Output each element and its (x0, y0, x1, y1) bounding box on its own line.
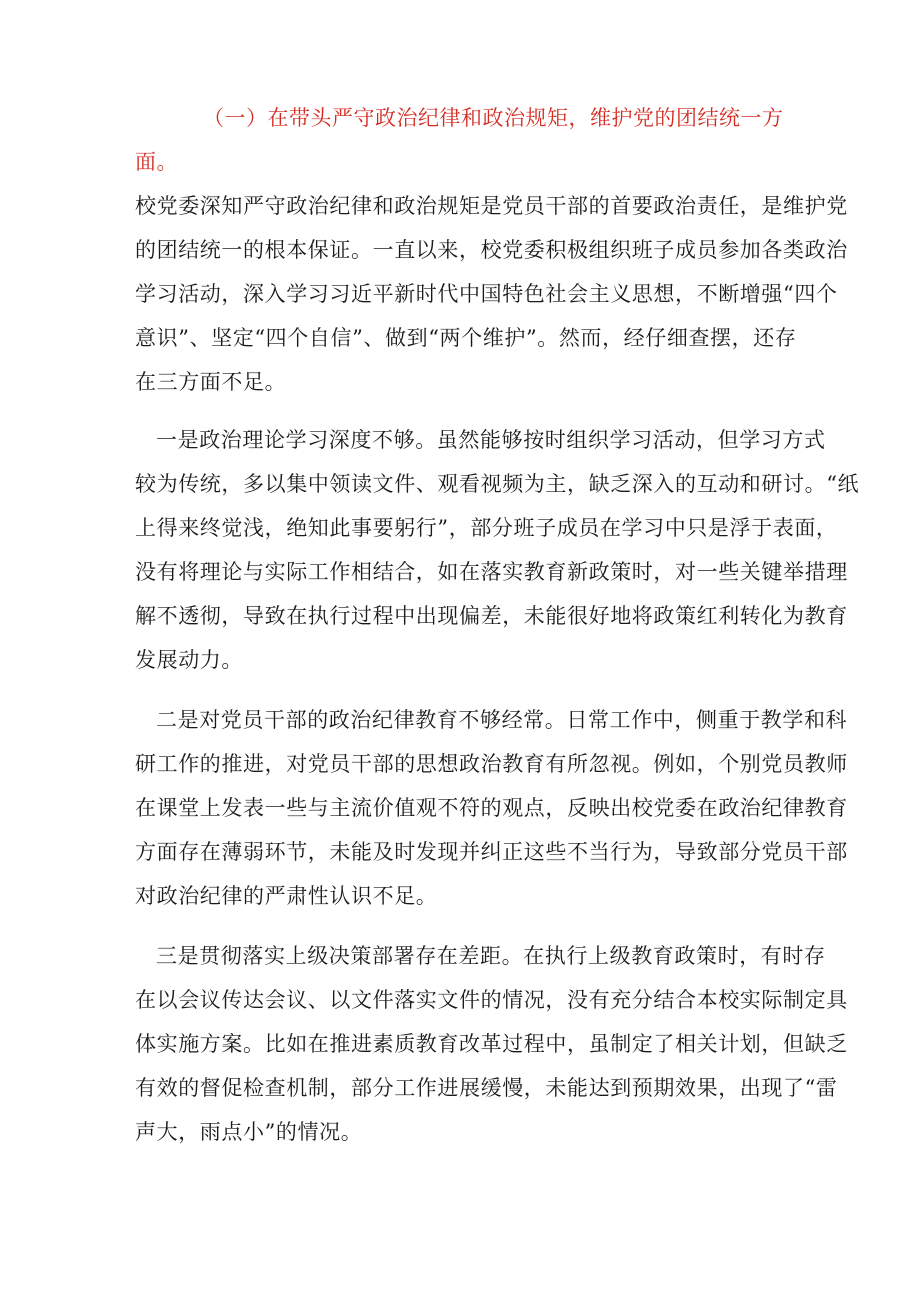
paragraph-line: 在三方面不足。 (135, 370, 287, 394)
point-two-paragraph (135, 698, 848, 918)
heading-line: 面。 (135, 150, 178, 174)
paragraph-line: 方面存在薄弱环节，未能及时发现并纠正这些不当行为，导致部分党员干部 (135, 840, 848, 864)
paragraph-line: 解不透彻，导致在执行过程中出现偏差，未能很好地将政策红利转化为教育 (135, 604, 848, 628)
paragraph-line: 没有将理论与实际工作相结合，如在落实教育新政策时，对一些关键举措理 (135, 560, 848, 584)
paragraph-line: 对政治纪律的严肃性认识不足。 (135, 884, 438, 908)
paragraph-line: 研工作的推进，对党员干部的思想政治教育有所忽视。例如，个别党员教师 (135, 752, 848, 776)
paragraph-line: 较为传统，多以集中领读文件、观看视频为主，缺乏深入的互动和研讨。“纸 (135, 472, 860, 496)
section-heading (135, 96, 795, 184)
intro-paragraph (135, 184, 848, 404)
paragraph-line: 上得来终觉浅，绝知此事要躬行”，部分班子成员在学习中只是浮于表面， (135, 516, 838, 540)
paragraph-line: 学习活动，深入学习习近平新时代中国特色社会主义思想，不断增强“四个 (135, 282, 838, 306)
point-three-paragraph (135, 934, 848, 1154)
paragraph-line: 体实施方案。比如在推进素质教育改革过程中，虽制定了相关计划，但缺乏 (135, 1032, 848, 1056)
paragraph-line: 在课堂上发表一些与主流价值观不符的观点，反映出校党委在政治纪律教育 (135, 796, 848, 820)
paragraph-line: 的团结统一的根本保证。一直以来，校党委积极组织班子成员参加各类政治 (135, 238, 848, 262)
heading-line: （一）在带头严守政治纪律和政治规矩，维护党的团结统一方 (203, 106, 784, 130)
paragraph-line: 有效的督促检查机制，部分工作进展缓慢，未能达到预期效果，出现了“雷 (135, 1076, 838, 1100)
point-one-paragraph (135, 418, 860, 682)
paragraph-line: 三是贯彻落实上级决策部署存在差距。在执行上级教育政策时，有时存 (156, 944, 826, 968)
paragraph-line: 意识”、坚定“四个自信”、做到“两个维护”。然而，经仔细查摆，还存 (135, 326, 797, 350)
paragraph-line: 发展动力。 (135, 648, 243, 672)
paragraph-line: 声大，雨点小”的情况。 (135, 1120, 363, 1144)
paragraph-line: 校党委深知严守政治纪律和政治规矩是党员干部的首要政治责任，是维护党 (135, 194, 848, 218)
paragraph-line: 一是政治理论学习深度不够。虽然能够按时组织学习活动，但学习方式 (156, 428, 826, 452)
paragraph-line: 在以会议传达会议、以文件落实文件的情况，没有充分结合本校实际制定具 (135, 988, 848, 1012)
paragraph-line: 二是对党员干部的政治纪律教育不够经常。日常工作中，侧重于教学和科 (156, 708, 848, 732)
